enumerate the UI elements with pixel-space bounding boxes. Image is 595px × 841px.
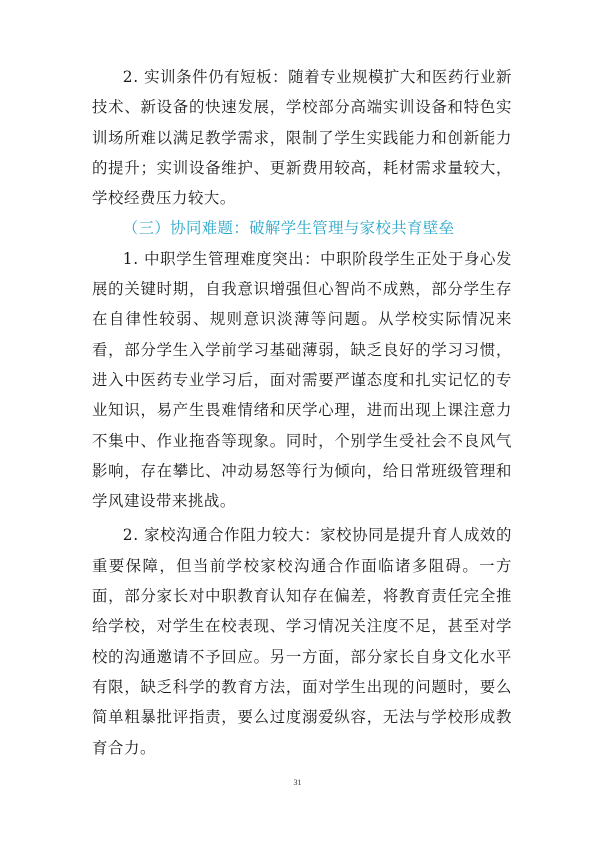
paragraph-home-school: 2. 家校沟通合作阻力较大：家校协同是提升育人成效的重要保障，但当前学校家校沟通合作面临诸多阻碍。一方面，部分家长对中职教育认知存在偏差，将教育责任完全推给学校，对学生在校表现、学习情况关注度不足，甚至对学校的沟通邀请不予回应。另一方面，部分家长自身文化水平有限，缺乏科学的教育方法，面对学生出现的问题时，要么简单粗暴批评指责，要么过度溺爱纵容，无法与学校形成教育合力。 bbox=[92, 526, 512, 757]
page-number: 31 bbox=[293, 778, 302, 787]
section-heading: （三）协同难题：破解学生管理与家校共育壁垒 bbox=[122, 219, 455, 238]
paragraph-training-conditions: 2. 实训条件仍有短板：随着专业规模扩大和医药行业新技术、新设备的快速发展，学校部分高端实训设备和特色实训场所难以满足教学需求，限制了学生实践能力和创新能力的提升；实训设备维护、更新费用较高，耗材需求量较大，学校经费压力较大。 bbox=[92, 68, 512, 208]
paragraph-student-management: 1. 中职学生管理难度突出：中职阶段学生正处于身心发展的关键时期，自我意识增强但心智尚不成熟，部分学生存在自律性较弱、规则意识淡薄等问题。从学校实际情况来看，部分学生入学前学习基础薄弱，缺乏良好的学习习惯，进入中医药专业学习后，面对需要严谨态度和扎实记忆的专业知识，易产生畏难情绪和厌学心理，进而出现上课注意力不集中、作业拖沓等现象。同时，个别学生受社会不良风气影响，存在攀比、冲动易怒等行为倾向，给日常班级管理和学风建设带来挑战。 bbox=[92, 249, 512, 511]
page-body bbox=[92, 62, 512, 763]
